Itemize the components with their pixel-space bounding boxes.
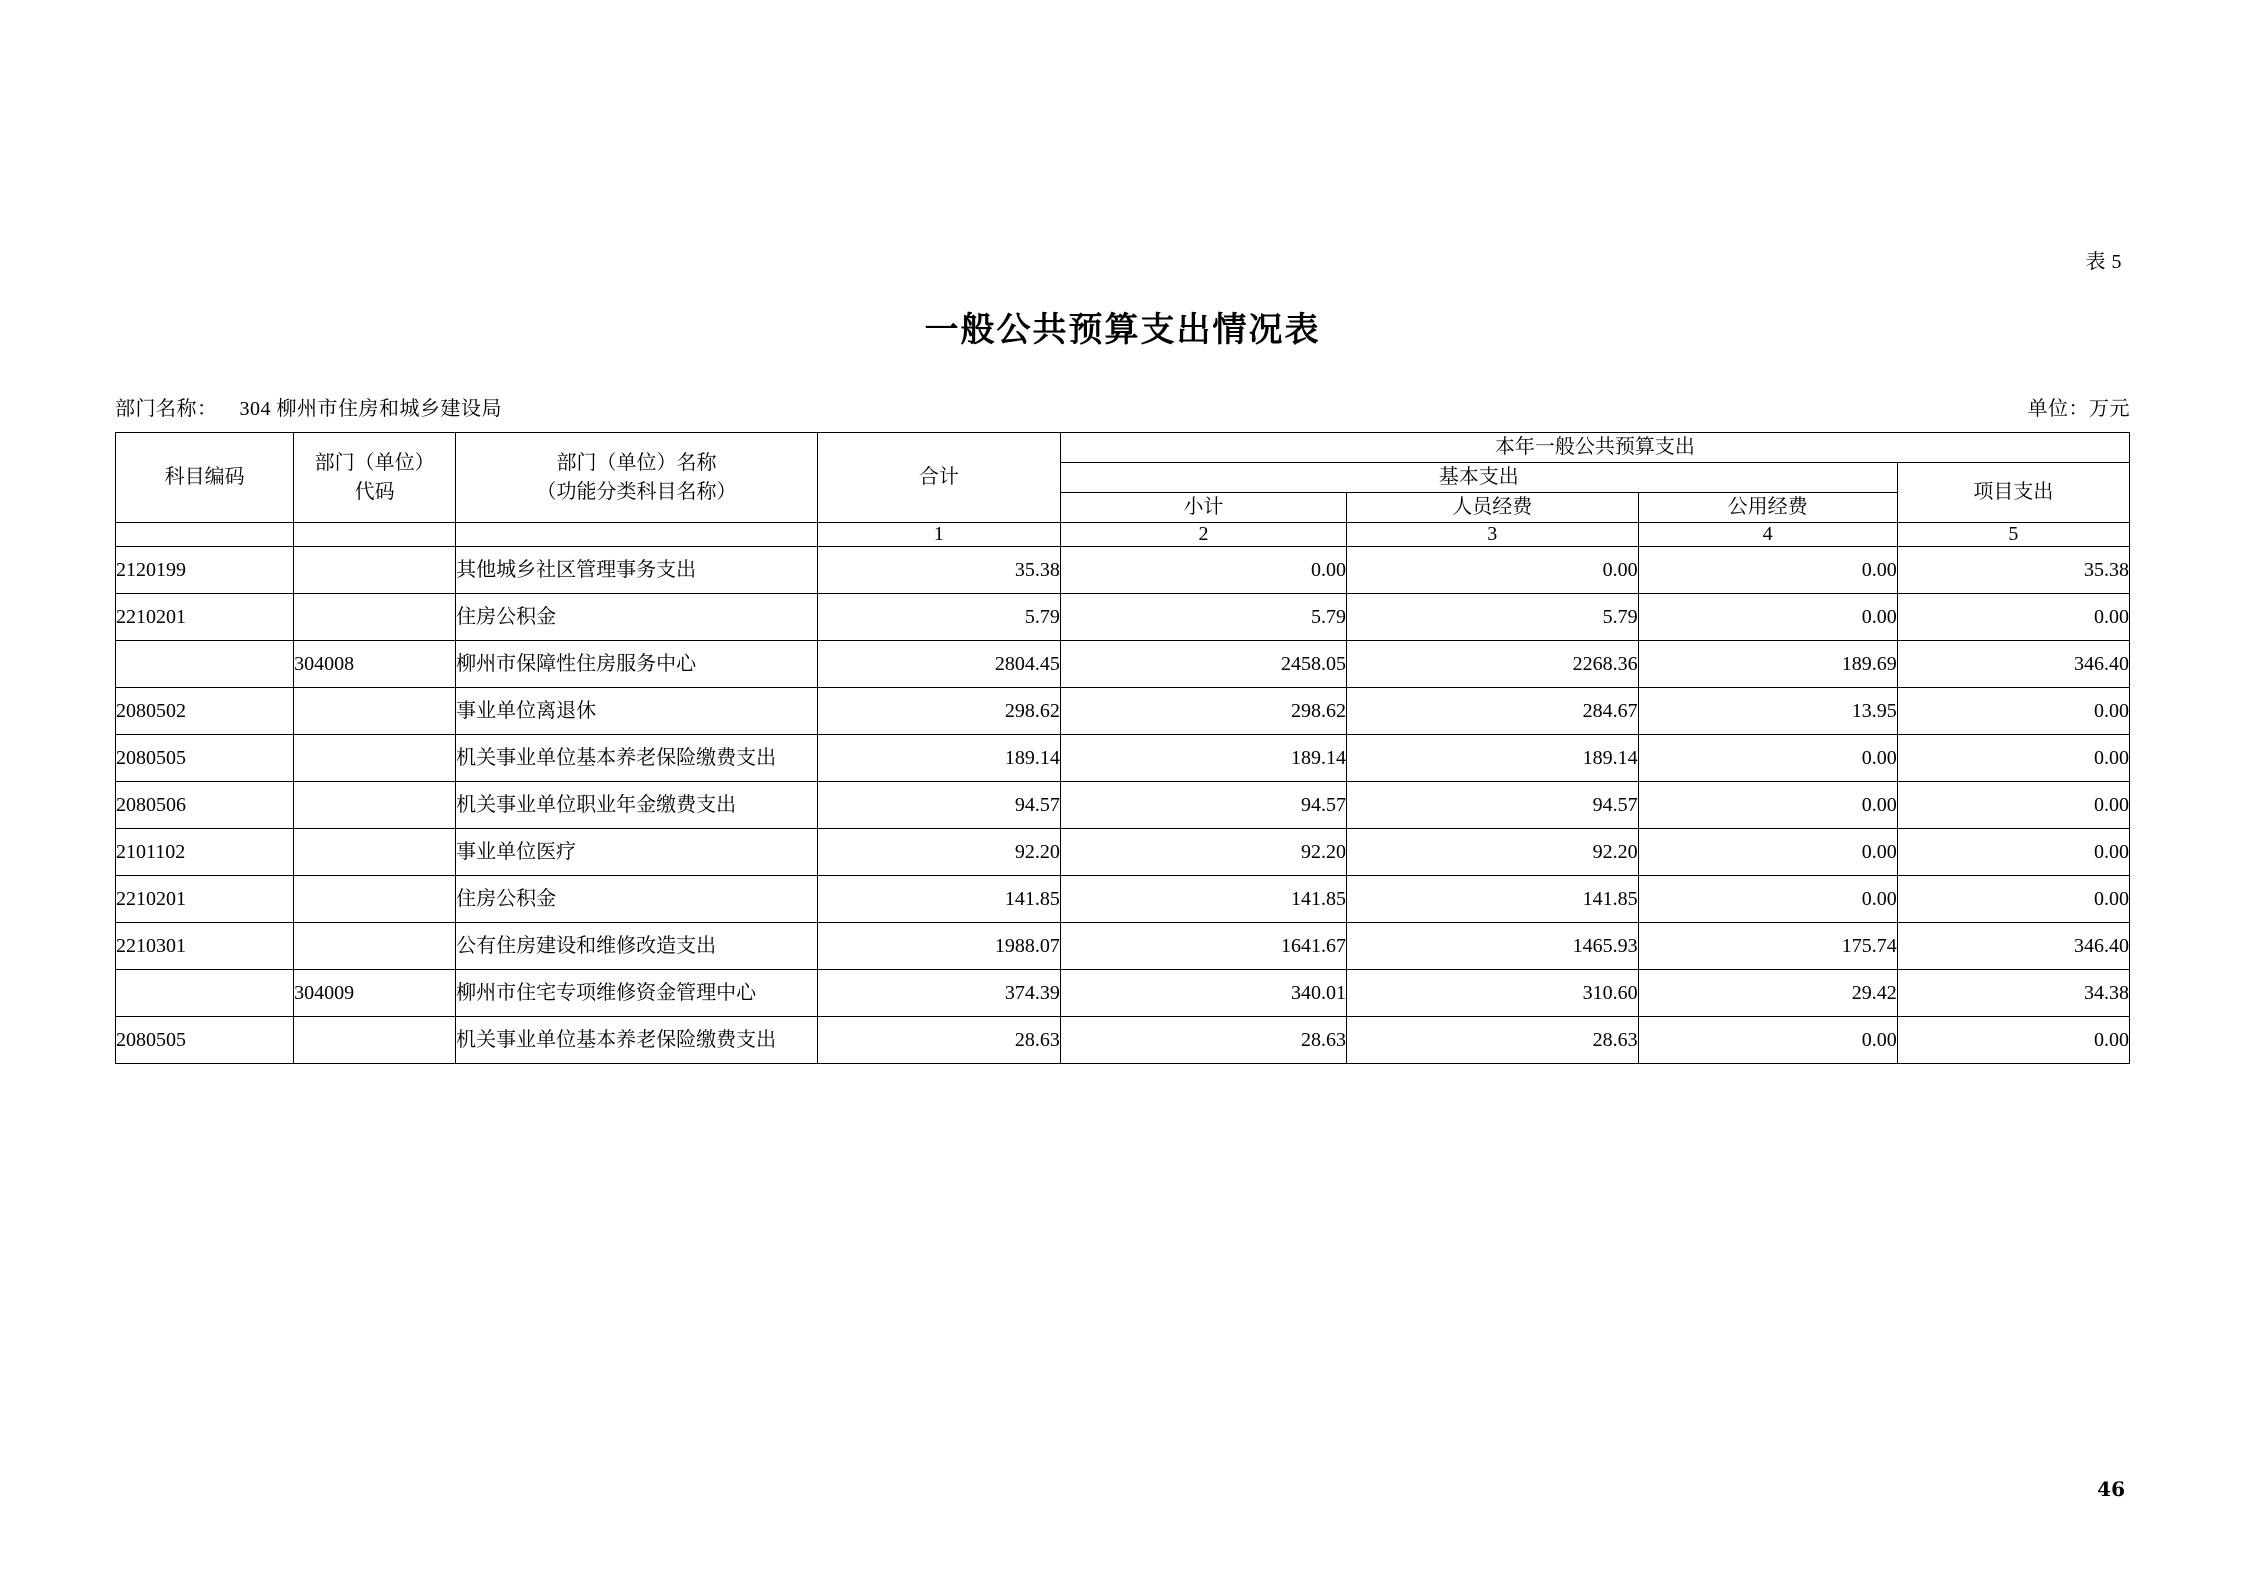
cell-project: 0.00 [1897, 594, 2129, 641]
header-subject-code: 科目编码 [116, 433, 294, 523]
cell-public: 175.74 [1638, 923, 1897, 970]
cell-subject-code: 2101102 [116, 829, 294, 876]
cell-name: 住房公积金 [456, 594, 818, 641]
cell-personnel: 94.57 [1347, 782, 1639, 829]
cell-public: 0.00 [1638, 876, 1897, 923]
cell-subtotal: 94.57 [1060, 782, 1346, 829]
table-body [116, 547, 2130, 1064]
header-current-year-group: 本年一般公共预算支出 [1060, 433, 2129, 463]
header-dept-code-line1: 部门（单位） [314, 451, 435, 474]
cell-public: 0.00 [1638, 594, 1897, 641]
cell-name: 其他城乡社区管理事务支出 [456, 547, 818, 594]
cell-subject-code: 2210201 [116, 876, 294, 923]
cell-subject-code: 2080502 [116, 688, 294, 735]
cell-dept-code [294, 923, 456, 970]
cell-subject-code: 2210201 [116, 594, 294, 641]
header-public-cost: 公用经费 [1638, 493, 1897, 523]
document-meta [115, 392, 2130, 421]
page-title: 一般公共预算支出情况表 [924, 310, 1321, 350]
table-row [116, 876, 2130, 923]
cell-name: 公有住房建设和维修改造支出 [456, 923, 818, 970]
cell-personnel: 1465.93 [1347, 923, 1639, 970]
cell-public: 0.00 [1638, 829, 1897, 876]
cell-public: 189.69 [1638, 641, 1897, 688]
cell-subject-code: 2080505 [116, 735, 294, 782]
cell-subtotal: 2458.05 [1060, 641, 1346, 688]
header-row-1 [116, 433, 2130, 463]
cell-total: 5.79 [817, 594, 1060, 641]
table-row [116, 735, 2130, 782]
unit-note: 单位：万元 [2027, 398, 2130, 420]
table-row [116, 688, 2130, 735]
cell-project: 35.38 [1897, 547, 2129, 594]
cell-project: 0.00 [1897, 782, 2129, 829]
department-label: 部门名称： [115, 398, 218, 420]
cell-project: 346.40 [1897, 923, 2129, 970]
column-index-blank-1 [116, 523, 294, 547]
cell-dept-code [294, 1017, 456, 1064]
cell-personnel: 0.00 [1347, 547, 1639, 594]
cell-personnel: 310.60 [1347, 970, 1639, 1017]
cell-total: 35.38 [817, 547, 1060, 594]
cell-personnel: 5.79 [1347, 594, 1639, 641]
cell-subject-code: 2080506 [116, 782, 294, 829]
budget-table [115, 432, 2130, 1064]
cell-subject-code: 2120199 [116, 547, 294, 594]
header-dept-name-line1: 部门（单位）名称 [556, 451, 717, 474]
cell-dept-code [294, 735, 456, 782]
cell-personnel: 92.20 [1347, 829, 1639, 876]
cell-name: 住房公积金 [456, 876, 818, 923]
header-dept-name-line2: （功能分类科目名称） [536, 480, 737, 503]
cell-dept-code [294, 688, 456, 735]
cell-total: 92.20 [817, 829, 1060, 876]
cell-public: 0.00 [1638, 547, 1897, 594]
column-index-row [116, 523, 2130, 547]
table-row [116, 970, 2130, 1017]
cell-subtotal: 340.01 [1060, 970, 1346, 1017]
cell-public: 0.00 [1638, 782, 1897, 829]
cell-personnel: 141.85 [1347, 876, 1639, 923]
department-value: 304 柳州市住房和城乡建设局 [239, 398, 502, 420]
header-dept-code-line2: 代码 [354, 480, 395, 503]
cell-name: 柳州市保障性住房服务中心 [456, 641, 818, 688]
department-info [115, 392, 502, 421]
cell-total: 28.63 [817, 1017, 1060, 1064]
cell-name: 机关事业单位基本养老保险缴费支出 [456, 1017, 818, 1064]
cell-subject-code [116, 970, 294, 1017]
cell-total: 2804.45 [817, 641, 1060, 688]
cell-total: 374.39 [817, 970, 1060, 1017]
cell-name: 事业单位离退休 [456, 688, 818, 735]
cell-subtotal: 0.00 [1060, 547, 1346, 594]
column-index-blank-3 [456, 523, 818, 547]
column-index-blank-2 [294, 523, 456, 547]
cell-dept-code [294, 782, 456, 829]
cell-public: 29.42 [1638, 970, 1897, 1017]
cell-dept-code: 304008 [294, 641, 456, 688]
header-basic-expenditure: 基本支出 [1060, 463, 1897, 493]
cell-subtotal: 28.63 [1060, 1017, 1346, 1064]
cell-dept-code [294, 547, 456, 594]
cell-name: 机关事业单位基本养老保险缴费支出 [456, 735, 818, 782]
table-row [116, 829, 2130, 876]
cell-name: 机关事业单位职业年金缴费支出 [456, 782, 818, 829]
cell-project: 346.40 [1897, 641, 2129, 688]
cell-total: 141.85 [817, 876, 1060, 923]
table-row [116, 923, 2130, 970]
cell-subject-code [116, 641, 294, 688]
column-index-4: 4 [1638, 523, 1897, 547]
page-number: 46 [2097, 1477, 2125, 1501]
cell-personnel: 284.67 [1347, 688, 1639, 735]
cell-personnel: 28.63 [1347, 1017, 1639, 1064]
cell-subtotal: 141.85 [1060, 876, 1346, 923]
header-project-expenditure: 项目支出 [1897, 463, 2129, 523]
header-personnel-cost: 人员经费 [1347, 493, 1639, 523]
cell-dept-code: 304009 [294, 970, 456, 1017]
table-label: 表 5 [2085, 251, 2122, 273]
column-index-3: 3 [1347, 523, 1639, 547]
column-index-2: 2 [1060, 523, 1346, 547]
cell-project: 0.00 [1897, 876, 2129, 923]
cell-name: 柳州市住宅专项维修资金管理中心 [456, 970, 818, 1017]
column-index-5: 5 [1897, 523, 2129, 547]
header-dept-code [294, 433, 456, 523]
cell-public: 0.00 [1638, 1017, 1897, 1064]
cell-dept-code [294, 594, 456, 641]
header-subtotal: 小计 [1060, 493, 1346, 523]
cell-subtotal: 92.20 [1060, 829, 1346, 876]
table-row [116, 594, 2130, 641]
table-row [116, 782, 2130, 829]
cell-personnel: 2268.36 [1347, 641, 1639, 688]
cell-project: 0.00 [1897, 735, 2129, 782]
header-total: 合计 [817, 433, 1060, 523]
cell-subtotal: 189.14 [1060, 735, 1346, 782]
cell-subtotal: 298.62 [1060, 688, 1346, 735]
cell-subject-code: 2080505 [116, 1017, 294, 1064]
cell-name: 事业单位医疗 [456, 829, 818, 876]
cell-project: 0.00 [1897, 688, 2129, 735]
cell-total: 94.57 [817, 782, 1060, 829]
cell-subtotal: 1641.67 [1060, 923, 1346, 970]
cell-total: 1988.07 [817, 923, 1060, 970]
table-row [116, 547, 2130, 594]
table-row [116, 641, 2130, 688]
table-header [116, 433, 2130, 547]
cell-public: 0.00 [1638, 735, 1897, 782]
cell-total: 298.62 [817, 688, 1060, 735]
cell-subject-code: 2210301 [116, 923, 294, 970]
cell-project: 0.00 [1897, 829, 2129, 876]
cell-dept-code [294, 876, 456, 923]
cell-project: 34.38 [1897, 970, 2129, 1017]
header-dept-name [456, 433, 818, 523]
cell-total: 189.14 [817, 735, 1060, 782]
table-row [116, 1017, 2130, 1064]
cell-dept-code [294, 829, 456, 876]
column-index-1: 1 [817, 523, 1060, 547]
cell-subtotal: 5.79 [1060, 594, 1346, 641]
cell-project: 0.00 [1897, 1017, 2129, 1064]
cell-public: 13.95 [1638, 688, 1897, 735]
cell-personnel: 189.14 [1347, 735, 1639, 782]
